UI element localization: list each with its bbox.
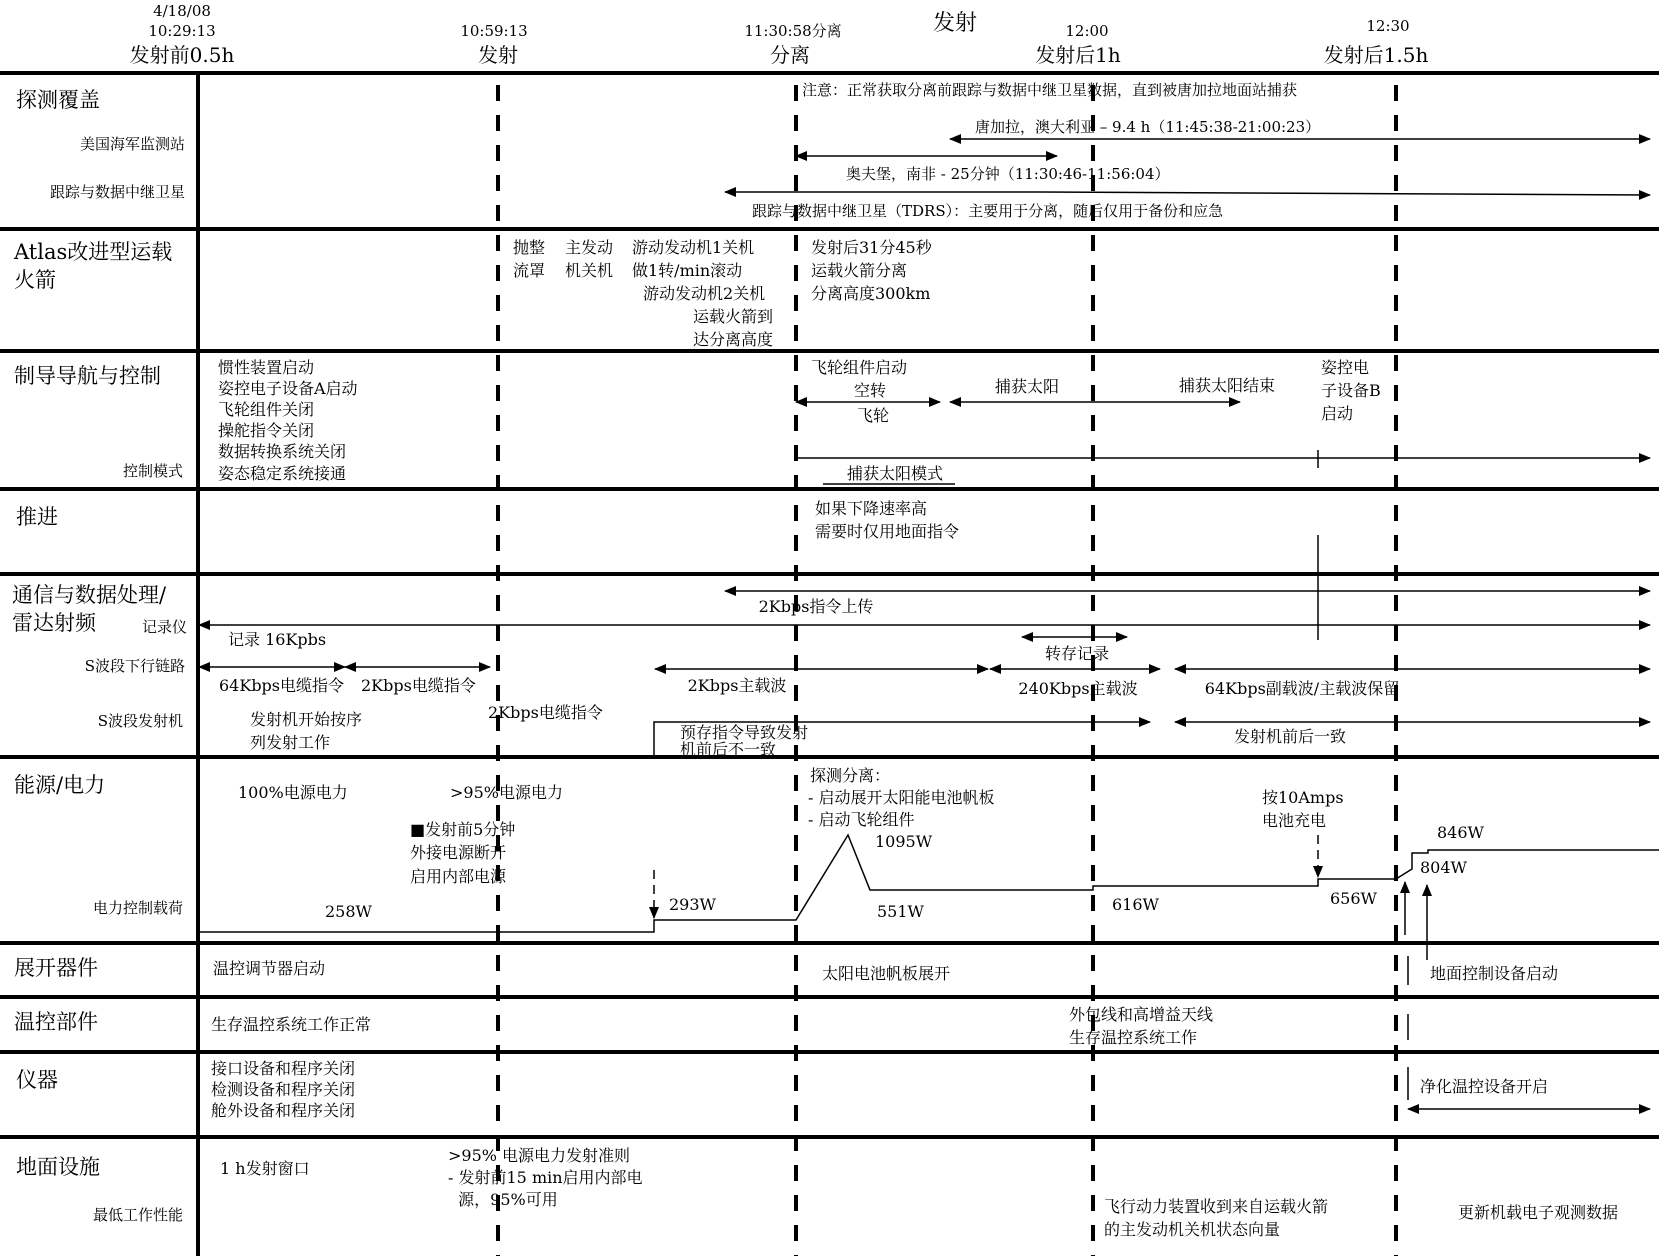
tangara-label: 唐加拉，澳大利亚 – 9.4 h（11:45:38-21:00:23）: [975, 118, 1321, 136]
acs-b-line3: 启动: [1321, 404, 1354, 423]
sep-detect-line1: 探测分离：: [810, 766, 891, 785]
header-time-2: 10:59:13: [460, 22, 528, 40]
deploy-ground-ctrl: 地面控制设备启动: [1430, 964, 1559, 983]
dump-label: 转存记录: [1044, 644, 1110, 663]
thermal-title: 温控部件: [14, 1010, 98, 1034]
watt-label-616: 616W: [1112, 895, 1159, 914]
separation-line2: 运载火箭分离: [811, 261, 908, 280]
gnc-sublabel: 控制模式: [122, 462, 183, 480]
subcarrier64-label: 64Kbps副载波/主载波保留: [1204, 679, 1400, 698]
tdrs-label: 跟踪与数据中继卫星（TDRS）：主要用于分离，随后仅用于备份和应急: [752, 202, 1224, 220]
fairing-line1: 抛整: [513, 238, 546, 257]
cable2a-label: 2Kbps电缆指令: [361, 676, 476, 695]
watt-label-551: 551W: [877, 902, 924, 921]
prestored-line2: 机前后不一致: [680, 740, 777, 759]
milestone-pre-launch: 发射前0.5h: [129, 43, 235, 67]
thermal-antenna-line2: 生存温控系统工作: [1069, 1028, 1198, 1047]
deploy-thermostat: 温控调节器启动: [213, 959, 326, 978]
main-engine-line2: 机关机: [565, 261, 614, 280]
ext-power-line3: 启用内部电源: [410, 867, 507, 886]
watt-label-293: 293W: [669, 895, 716, 914]
fairing-line2: 流罩: [513, 261, 546, 280]
power-sublabel: 电力控制载荷: [92, 899, 183, 917]
instrument-purge: 净化温控设备开启: [1420, 1077, 1549, 1096]
arrow-tdrs: [725, 192, 1650, 195]
idle-label: 空转: [853, 381, 887, 400]
overberg-label: 奥夫堡，南非 - 25分钟（11:30:46-11:56:04）: [846, 165, 1170, 183]
propulsion-note-2: 需要时仅用地面指令: [815, 522, 960, 541]
detection-sublabel-tdrs: 跟踪与数据中继卫星: [49, 183, 185, 201]
comms-sublabel-transmitter: S波段发射机: [97, 712, 183, 730]
charge-line2: 电池充电: [1262, 811, 1327, 830]
gnc-pre-5: 数据转换系统关闭: [218, 442, 347, 461]
vernier-line4: 运载火箭到: [693, 307, 774, 326]
header-date: 4/18/08: [153, 2, 211, 20]
propulsion-note-1: 如果下降速率高: [815, 499, 928, 518]
comms-title-line1: 通信与数据处理/: [12, 583, 167, 607]
ground-window: 1 h发射窗口: [220, 1159, 310, 1178]
wheel-start-label: 飞轮组件启动: [811, 358, 908, 377]
vernier-line2: 做1转/min滚动: [632, 261, 743, 280]
instrument-item-2: 检测设备和程序关闭: [211, 1080, 356, 1099]
header-title: 发射: [932, 11, 978, 36]
tx-sequence-line2: 列发射工作: [250, 733, 331, 752]
ground-title: 地面设施: [16, 1155, 100, 1179]
rocket-title-line2: 火箭: [14, 268, 56, 292]
comms-sublabel-downlink: S波段下行链路: [84, 657, 185, 675]
rocket-title-line1: Atlas改进型运载: [14, 240, 173, 264]
carrier240-label: 240Kbps主载波: [1018, 679, 1138, 698]
tx-sequence-line1: 发射机开始按序: [250, 710, 363, 729]
ground-sublabel: 最低工作性能: [92, 1206, 183, 1224]
cable2b-label: 2Kbps电缆指令: [488, 703, 603, 722]
watt-label-656: 656W: [1330, 889, 1377, 908]
watt-label-846: 846W: [1437, 823, 1484, 842]
milestone-launch: 发射: [478, 43, 518, 67]
full-power-label: 100%电源电力: [238, 783, 348, 802]
ground-criteria-2: - 发射前15 min启用内部电: [448, 1168, 643, 1187]
watt-label-804: 804W: [1420, 858, 1467, 877]
header-time-5: 12:30: [1366, 17, 1410, 35]
deploy-solar: 太阳电池帆板展开: [822, 964, 951, 983]
thermal-survival: 生存温控系统工作正常: [211, 1015, 372, 1034]
header-time-4: 12:00: [1065, 22, 1109, 40]
vernier-line3: 游动发动机2关机: [643, 284, 766, 303]
separation-line1: 发射后31分45秒: [811, 238, 932, 257]
header-time-1: 10:29:13: [148, 22, 216, 40]
tx-consistent-label: 发射机前后一致: [1233, 727, 1347, 746]
gnc-pre-2: 姿控电子设备A启动: [218, 379, 358, 398]
carrier2-label: 2Kbps主载波: [687, 676, 787, 695]
sep-detect-line3: - 启动飞轮组件: [808, 810, 915, 829]
ground-vector-2: 的主发动机关机状态向量: [1104, 1220, 1281, 1239]
acs-b-line2: 子设备B: [1321, 381, 1381, 400]
sun-acquire-end-label: 捕获太阳结束: [1178, 376, 1276, 395]
charge-line1: 按10Amps: [1262, 788, 1344, 807]
main-engine-line1: 主发动: [565, 238, 614, 257]
milestone-plus-1-5h: 发射后1.5h: [1323, 43, 1429, 67]
comms-title-line2: 雷达射频: [12, 611, 96, 635]
ground-vector-1: 飞行动力装置收到来自运载火箭: [1104, 1197, 1329, 1216]
sun-acquire-label: 捕获太阳: [994, 377, 1060, 396]
ext-power-line2: 外接电源断开: [410, 843, 507, 862]
vernier-line5: 达分离高度: [693, 330, 774, 349]
gnc-pre-6: 姿态稳定系统接通: [218, 464, 347, 483]
gnc-pre-3: 飞轮组件关闭: [218, 400, 315, 419]
cable64-label: 64Kbps电缆指令: [219, 676, 345, 695]
thermal-antenna-line1: 外包线和高增益天线: [1069, 1005, 1214, 1024]
vernier-line1: 游动发动机1关机: [632, 238, 755, 257]
ground-criteria-3: 源，95%可用: [448, 1190, 558, 1209]
gnc-pre-4: 操舵指令关闭: [218, 421, 315, 440]
detection-sublabel-navy: 美国海军监测站: [79, 135, 185, 153]
wheel-label: 飞轮: [856, 406, 890, 425]
instrument-item-1: 接口设备和程序关闭: [211, 1059, 356, 1078]
milestone-plus-1h: 发射后1h: [1035, 43, 1121, 67]
sun-mode-label: 捕获太阳模式: [846, 464, 944, 483]
record-label: 记录 16Kpbs: [228, 630, 327, 649]
power-title: 能源/电力: [14, 773, 106, 797]
watt-label-1095: 1095W: [875, 832, 933, 851]
deploy-title: 展开器件: [14, 956, 98, 980]
separation-line3: 分离高度300km: [811, 284, 931, 303]
ground-criteria-1: >95% 电源电力发射准则: [448, 1146, 631, 1165]
ext-power-line1: ■发射前5分钟: [410, 820, 516, 839]
detection-note: 注意：正常获取分离前跟踪与数据中继卫星数据，直到被唐加拉地面站捕获: [802, 81, 1298, 99]
ground-update: 更新机载电子观测数据: [1458, 1203, 1619, 1222]
instrument-title: 仪器: [16, 1068, 58, 1092]
gnc-pre-1: 惯性装置启动: [218, 358, 315, 377]
sep-detect-line2: - 启动展开太阳能电池帆板: [808, 788, 995, 807]
gnc-title: 制导导航与控制: [14, 364, 161, 388]
comms-sublabel-recorder: 记录仪: [141, 618, 187, 636]
header-time-3: 11:30:58分离: [744, 22, 842, 40]
propulsion-title: 推进: [16, 505, 58, 529]
gt95-power-label: >95%电源电力: [450, 783, 563, 802]
detection-title: 探测覆盖: [16, 88, 100, 112]
acs-b-line1: 姿控电: [1321, 358, 1370, 377]
milestone-separation: 分离: [770, 43, 810, 67]
instrument-item-3: 舱外设备和程序关闭: [211, 1101, 356, 1120]
uplink-label: 2Kbps指令上传: [758, 597, 874, 616]
prestored-line1: 预存指令导致发射: [680, 723, 809, 742]
watt-label-258: 258W: [325, 902, 372, 921]
